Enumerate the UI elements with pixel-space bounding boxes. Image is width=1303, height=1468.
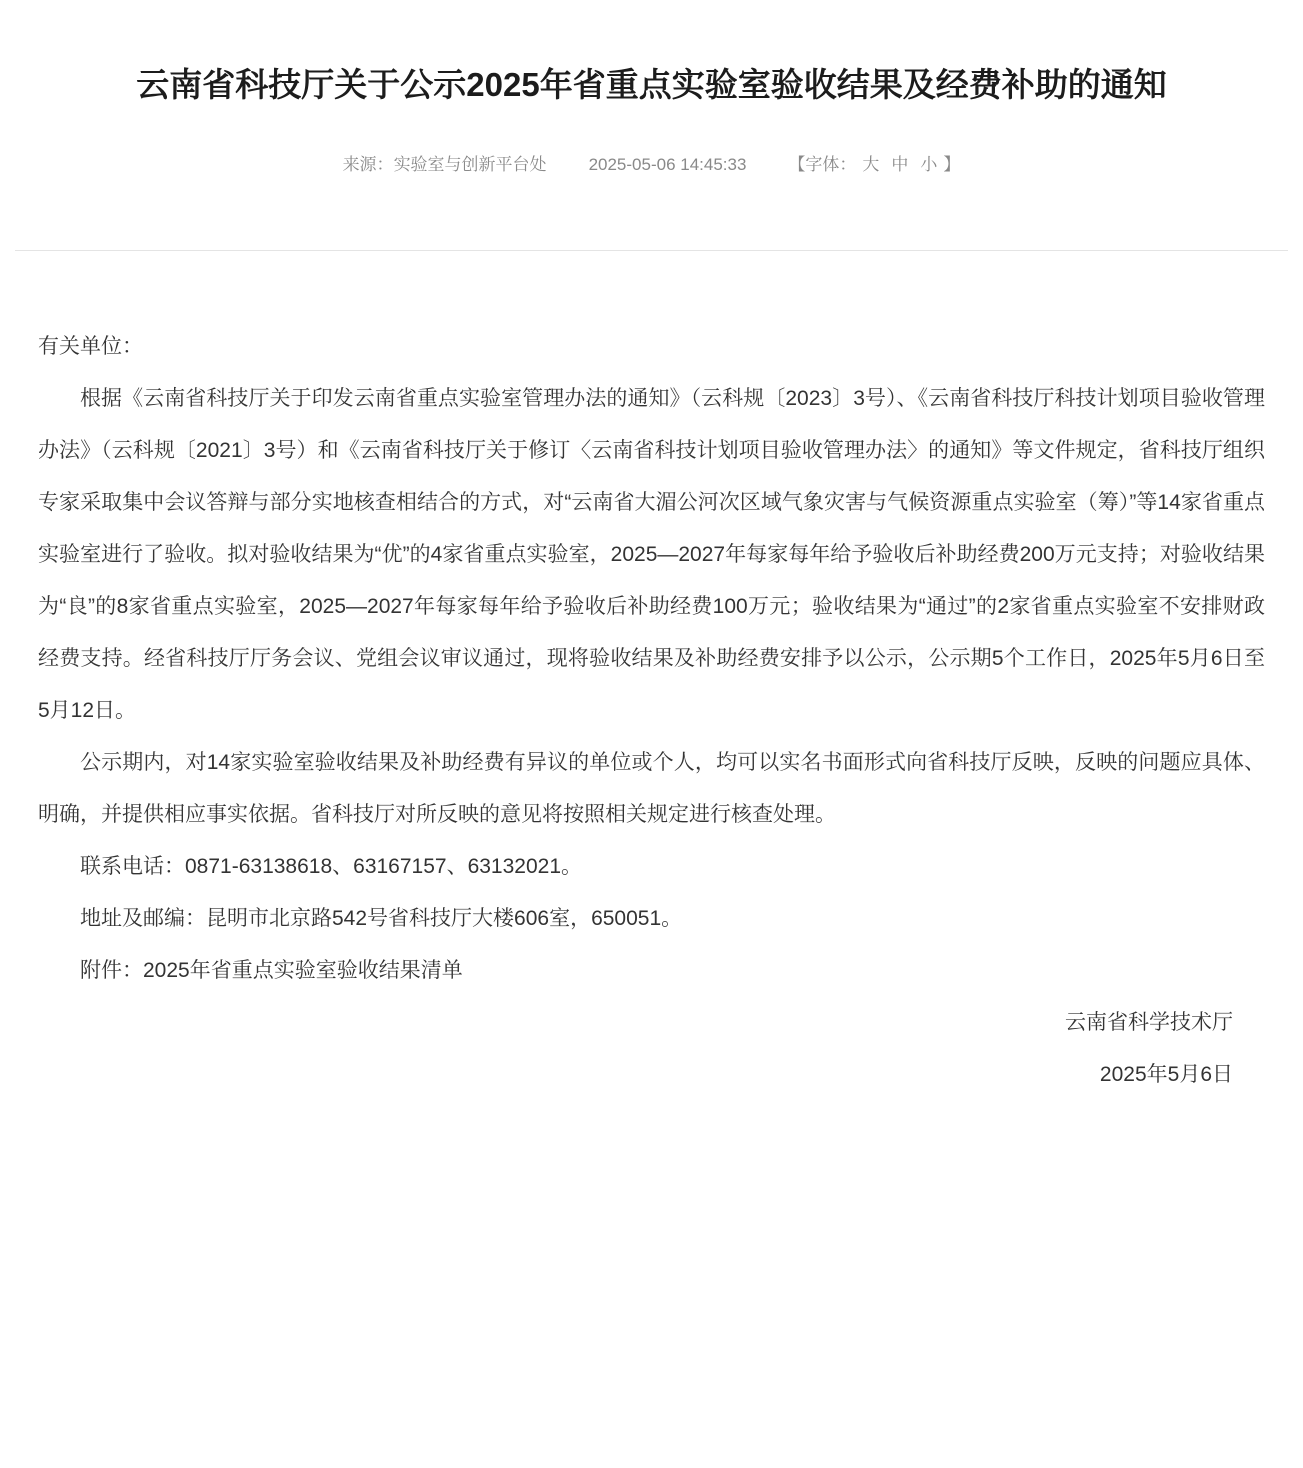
body-paragraph-2: 公示期内，对14家实验室验收结果及补助经费有异议的单位或个人，均可以实名书面形式向省科技厅反映，反映的问题应具体、明确，并提供相应事实依据。省科技厅对所反映的意见将按照相关规定进行核查处理。	[38, 751, 1265, 826]
signature-organization: 云南省科学技术厅	[1065, 1011, 1233, 1034]
font-label-open: 【字体：	[788, 155, 857, 174]
attachment-label: 附件：	[80, 959, 143, 982]
address-postcode-line: 地址及邮编：昆明市北京路542号省科技厅大楼606室，650051。	[80, 907, 683, 930]
signature-date: 2025年5月6日	[1099, 1063, 1233, 1086]
salutation: 有关单位：	[38, 335, 143, 358]
publish-datetime: 2025-05-06 14:45:33	[588, 155, 747, 174]
article-meta	[0, 152, 1303, 178]
attachment-link[interactable]: 2025年省重点实验室验收结果清单	[143, 959, 463, 982]
source-label: 来源：	[342, 155, 394, 174]
attachment-line	[38, 945, 1265, 997]
body-paragraph-1: 根据《云南省科技厅关于印发云南省重点实验室管理办法的通知》（云科规〔2023〕3号）、《云南省科技厅科技计划项目验收管理办法》（云科规〔2021〕3号）和《云南省科技厅关于修订〈云南省科技计划项目验收管理办法〉的通知》等文件规定，省科技厅组织专家采取集中会议答辩与部分实地核查相结合的方式，对“云南省大湄公河次区域气象灾害与气候资源重点实验室（筹）”等14家省重点实验室进行了验收。拟对验收结果为“优”的4家省重点实验室，2025—2027年每家每年给予验收后补助经费200万元支持；对验收结果为“良”的8家省重点实验室，2025—2027年每家每年给予验收后补助经费100万元；验收结果为“通过”的2家省重点实验室不安排财政经费支持。经省科技厅厅务会议、党组会议审议通过，现将验收结果及补助经费安排予以公示，公示期5个工作日，2025年5月6日至5月12日。	[38, 387, 1265, 722]
contact-phone-line: 联系电话：0871-63138618、63167157、63132021。	[80, 855, 583, 878]
page-title: 云南省科技厅关于公示2025年省重点实验室验收结果及经费补助的通知	[136, 66, 1167, 103]
font-size-control	[788, 152, 960, 178]
font-label-close: 】	[943, 155, 961, 174]
font-size-large-button[interactable]: 大	[862, 155, 880, 174]
article-source	[343, 152, 547, 178]
source-value: 实验室与创新平台处	[393, 155, 547, 174]
font-size-medium-button[interactable]: 中	[891, 155, 909, 174]
article-body	[0, 251, 1303, 1101]
font-size-small-button[interactable]: 小	[920, 155, 938, 174]
